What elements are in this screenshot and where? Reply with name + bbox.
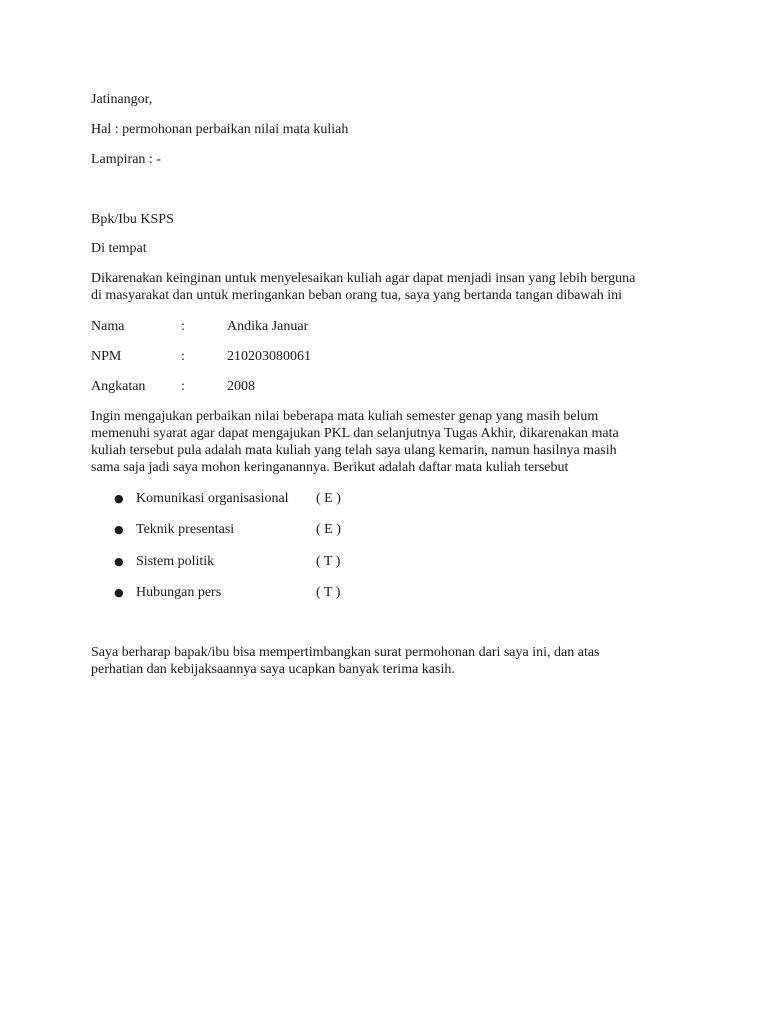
request-line: sama saja jadi saya mohon keringanannya. Berikut adalah daftar mata kuliah tersebut <box>91 460 569 475</box>
course-name: Sistem politik <box>136 554 215 569</box>
course-grade: ( T ) <box>316 585 341 600</box>
identity-value-name: Andika Januar <box>227 319 309 334</box>
identity-label-name: Nama <box>91 319 125 334</box>
course-name: Hubungan pers <box>136 585 222 600</box>
request-paragraph <box>91 408 691 476</box>
bullet-icon: ● <box>114 492 124 505</box>
intro-line: Dikarenakan keinginan untuk menyelesaikan kuliah agar dapat menjadi insan yang lebih berguna <box>91 271 636 286</box>
letter-subject: Hal : permohonan perbaikan nilai mata kuliah <box>91 122 349 137</box>
request-line: memenuhi syarat agar dapat mengajukan PKL dan selanjutnya Tugas Akhir, dikarenakan mata <box>91 426 619 441</box>
course-grade: ( T ) <box>316 554 341 569</box>
identity-label-year: Angkatan <box>91 379 146 394</box>
course-name: Komunikasi organisasional <box>136 491 289 506</box>
intro-line: di masyarakat dan untuk meringankan beban orang tua, saya yang bertanda tangan dibawah ini <box>91 288 623 303</box>
letter-attachment: Lampiran : - <box>91 152 161 167</box>
bullet-icon: ● <box>114 523 124 536</box>
request-line: Ingin mengajukan perbaikan nilai beberapa mata kuliah semester genap yang masih belum <box>91 409 599 424</box>
course-grade: ( E ) <box>316 522 341 537</box>
bullet-icon: ● <box>114 586 124 599</box>
identity-value-year: 2008 <box>227 379 255 394</box>
identity-colon: : <box>181 319 185 334</box>
course-name: Teknik presentasi <box>136 522 235 537</box>
closing-paragraph <box>91 644 691 678</box>
intro-paragraph <box>91 270 691 304</box>
bullet-icon: ● <box>114 555 124 568</box>
letter-location: Di tempat <box>91 241 147 256</box>
identity-colon: : <box>181 379 185 394</box>
closing-line: Saya berharap bapak/ibu bisa mempertimbangkan surat permohonan dari saya ini, dan atas <box>91 645 600 660</box>
closing-line: perhatian dan kebijaksaannya saya ucapkan banyak terima kasih. <box>91 662 455 677</box>
course-grade: ( E ) <box>316 491 341 506</box>
identity-label-npm: NPM <box>91 349 122 364</box>
identity-value-npm: 210203080061 <box>227 349 311 364</box>
letter-place: Jatinangor, <box>91 92 153 107</box>
request-line: kuliah tersebut pula adalah mata kuliah yang telah saya ulang kemarin, namun hasilnya masih <box>91 443 617 458</box>
identity-colon: : <box>181 349 185 364</box>
letter-recipient: Bpk/Ibu KSPS <box>91 212 174 227</box>
